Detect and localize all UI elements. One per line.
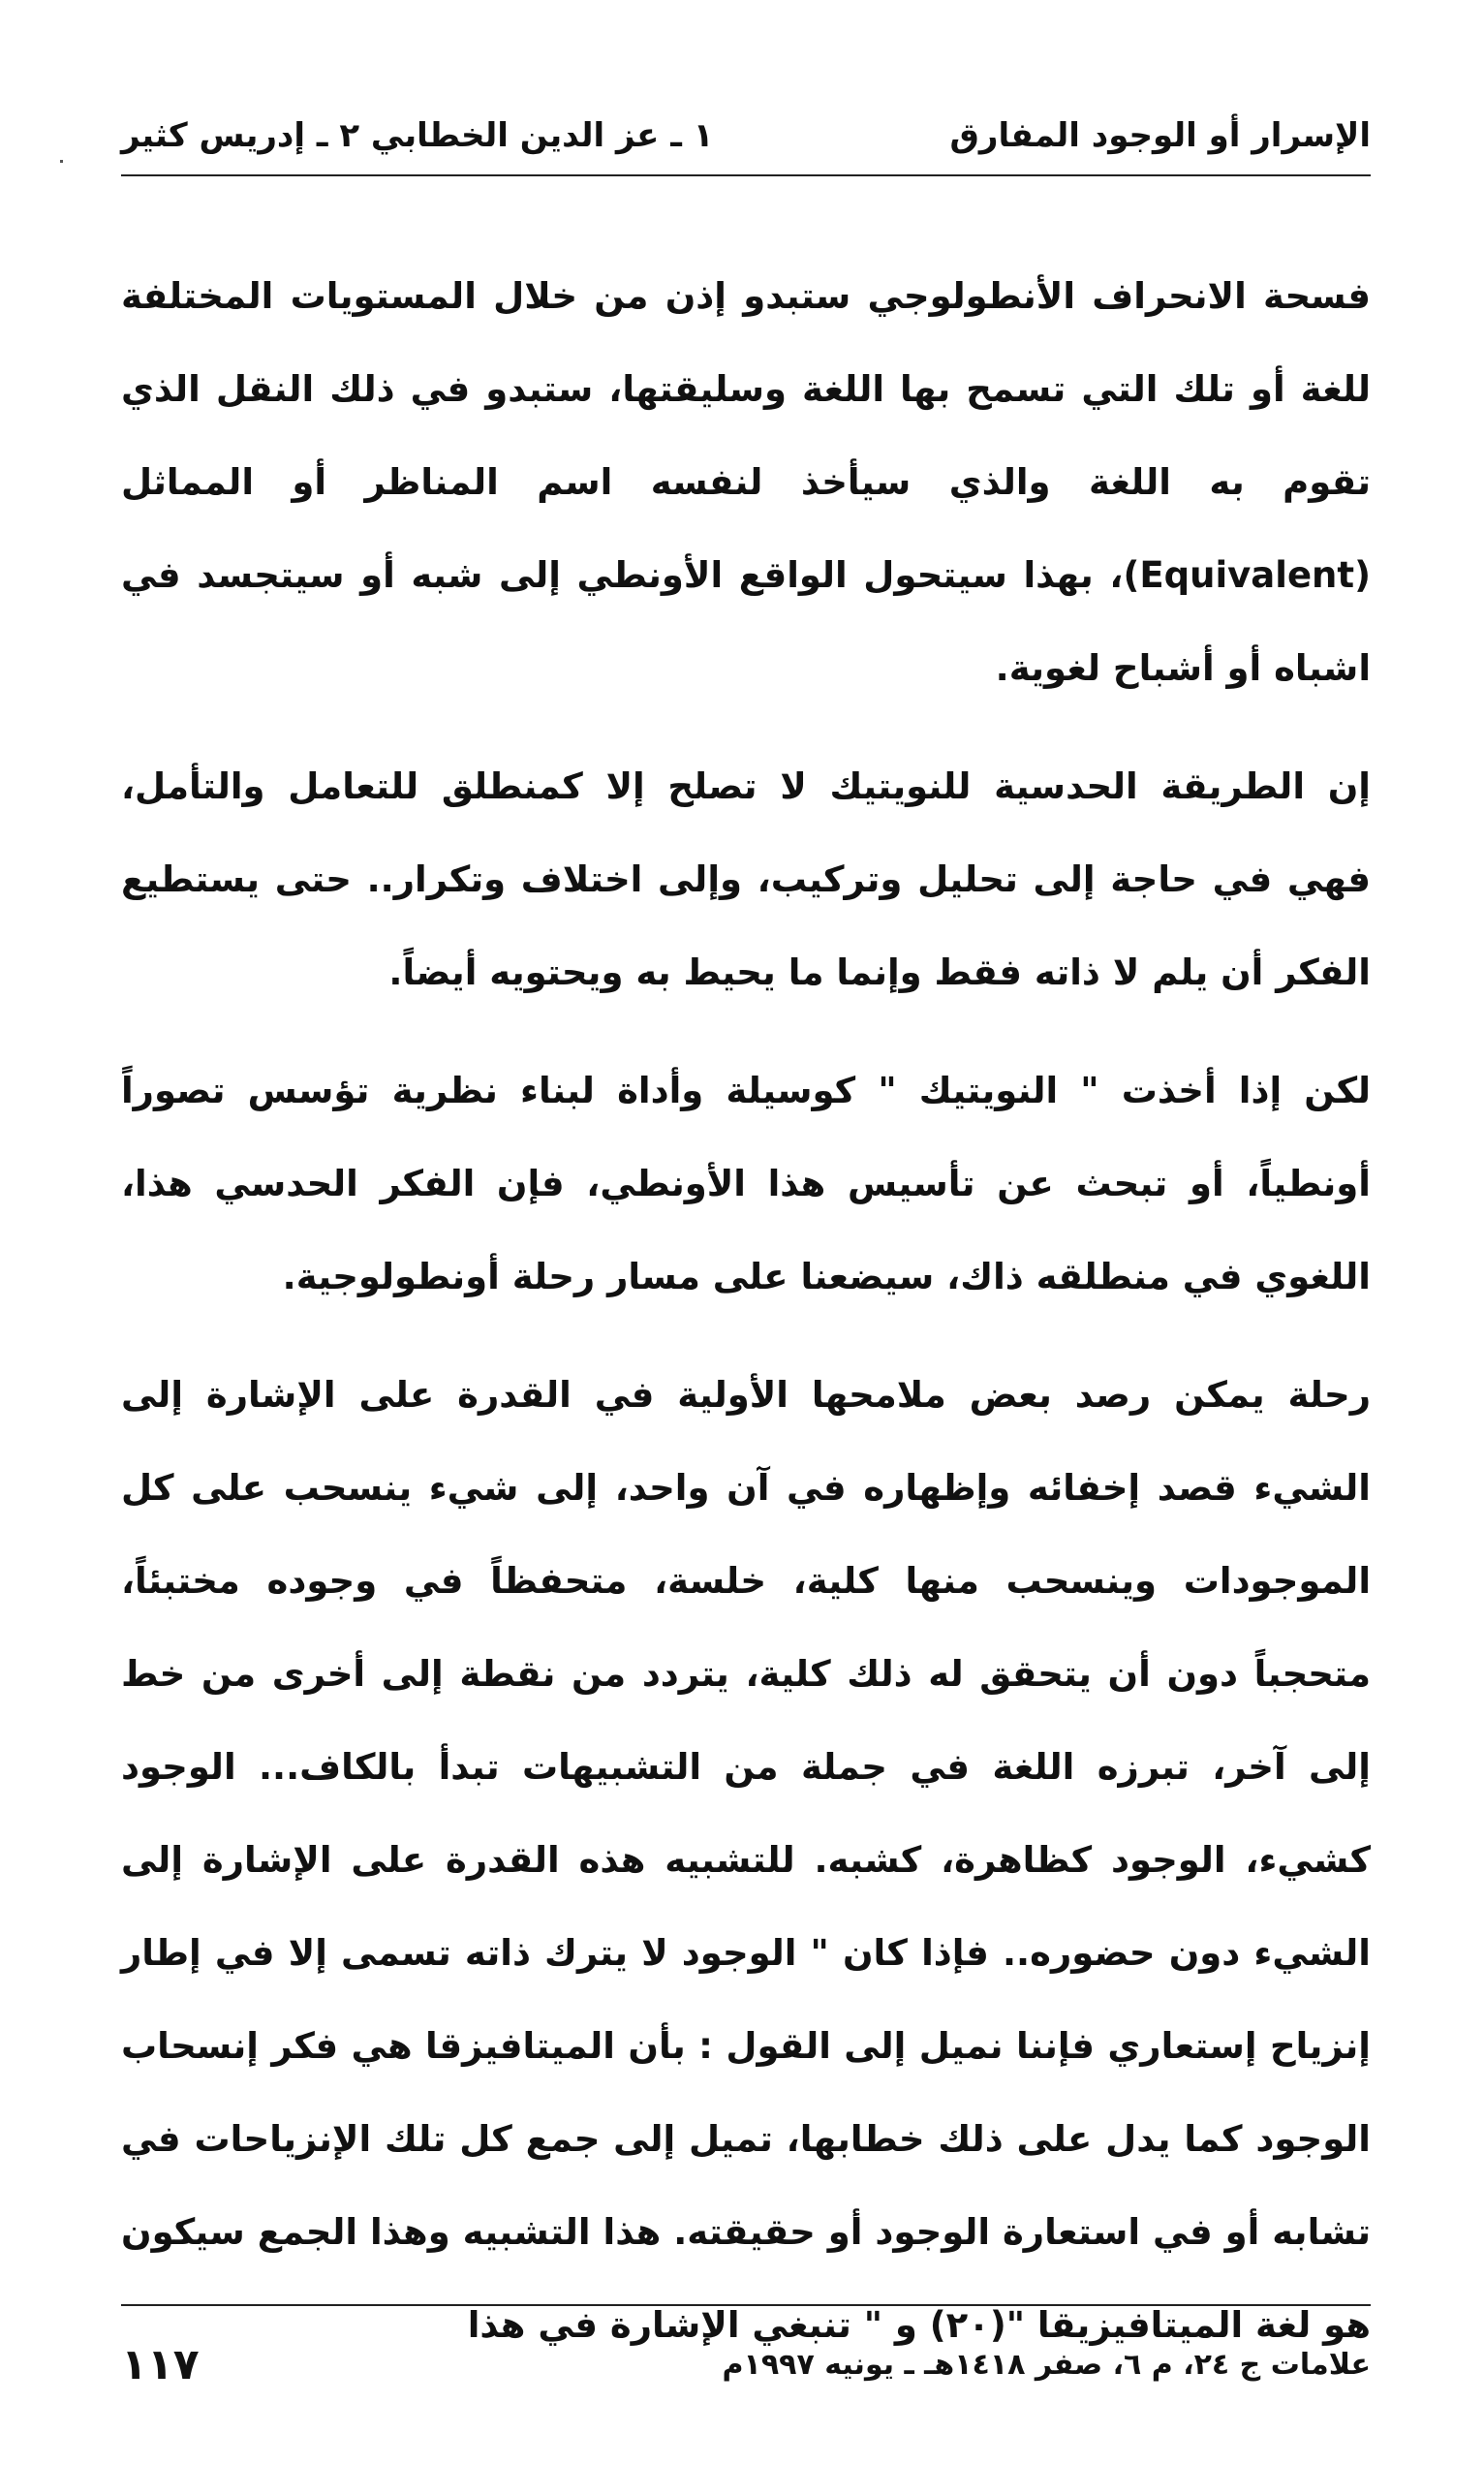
header-rule (121, 174, 1371, 176)
paragraph-3: لكن إذا أخذت " النويتيك " كوسيلة وأداة لبناء نظرية تؤسس تصوراً أونطياً، أو تبحث عن تأسيس هذا الأونطي، فإن الفكر الحدسي هذا، اللغوي في منطلقه ذاك، سيضعنا على مسار رحلة أونطولوجية. (121, 1070, 1371, 1297)
page-number: ١١٧ (121, 2339, 200, 2389)
journal-citation: علامات ج ٢٤، م ٦، صفر ١٤١٨هـ ـ يونيه ١٩٩٧م (722, 2347, 1371, 2382)
running-title: الإسرار أو الوجود المفارق (949, 116, 1371, 155)
paragraph-2: إن الطريقة الحدسية للنويتيك لا تصلح إلا كمنطلق للتعامل والتأمل، فهي في حاجة إلى تحليل وتركيب، وإلى اختلاف وتكرار.. حتى يستطيع الفكر أن يلم لا ذاته فقط وإنما ما يحيط به ويحتويه أيضاً. (121, 765, 1371, 993)
scan-speck (60, 160, 63, 163)
paragraph-4: رحلة يمكن رصد بعض ملامحها الأولية في القدرة على الإشارة إلى الشيء قصد إخفائه وإظهاره في آن واحد، إلى شيء ينسحب على كل الموجودات وينسحب منها كلية، خلسة، متحفظاً في وجوده مختبئاً، متحجباً دون أن يتحقق له ذلك كلية، يتردد من نقطة إلى أخرى من خط إلى آخر، تبرزه اللغة في جملة من التشبيهات تبدأ بالكاف... الوجود كشيء، الوجود كظاهرة، كشبه. للتشبيه هذه القدرة على الإشارة إلى الشيء دون حضوره.. فإذا كان " الوجود لا يترك ذاته تسمى إلا في إطار إنزياح إستعاري فإننا نميل إلى القول : بأن الميتافيزقا هي فكر إنسحاب الوجود كما يدل على ذلك خطابها، تميل إلى جمع كل تلك الإنزياحات في تشابه أو في استعارة الوجود أو حقيقته. هذا التشبيه وهذا الجمع سيكون هو لغة الميتافيزيقا "(٢٠) و " تنبغي الإشارة في هذا (121, 1374, 1371, 2346)
paragraph-1: فسحة الانحراف الأنطولوجي ستبدو إذن من خلال المستويات المختلفة للغة أو تلك التي تسمح بها اللغة وسليقتها، ستبدو في ذلك النقل الذي تقوم به اللغة والذي سيأخذ لنفسه اسم المناظر أو المماثل (Equivalent)، بهذا سيتحول الواقع الأونطي إلى شبه أو سيتجسد في اشباه أو أشباح لغوية. (121, 275, 1371, 689)
running-header (121, 107, 1371, 165)
page-footer (121, 2330, 1371, 2398)
article-authors: ١ ـ عز الدين الخطابي ٢ ـ إدريس كثير (121, 116, 714, 155)
body-text (121, 250, 1371, 2397)
footer-rule (121, 2304, 1371, 2306)
